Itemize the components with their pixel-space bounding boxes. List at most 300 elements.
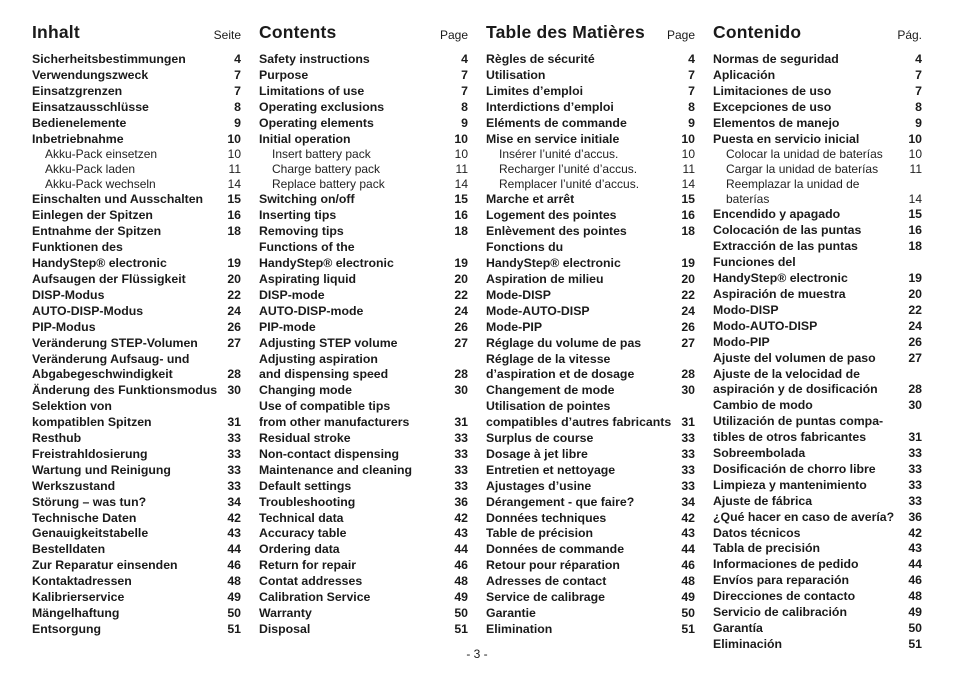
toc-entry-title: Maintenance and cleaning (259, 462, 413, 477)
toc-entry[interactable] (713, 478, 922, 494)
toc-entry[interactable] (713, 573, 922, 589)
toc-entry-page: 28 (908, 382, 922, 397)
toc-entry[interactable] (713, 116, 922, 132)
toc-entry-page: 42 (454, 510, 468, 525)
toc-entry[interactable] (486, 431, 695, 447)
toc-entry[interactable] (32, 431, 241, 447)
toc-subentry[interactable] (486, 162, 695, 177)
toc-subentry[interactable] (259, 147, 468, 162)
toc-entry[interactable] (259, 84, 468, 100)
toc-entry-title: Technische Daten (32, 510, 137, 525)
toc-entry-page: 33 (681, 446, 695, 461)
toc-entry-page: 19 (908, 271, 922, 286)
toc-entry-page: 7 (234, 83, 241, 98)
toc-entry[interactable] (713, 494, 922, 510)
toc-entry-title: Ajuste de la velocidad de aspiración y de dosificación (713, 366, 878, 397)
toc-entry-page: 24 (908, 318, 922, 333)
toc-entry-title: Entretien et nettoyage (486, 462, 616, 477)
toc-entry-title: Inserting tips (259, 208, 337, 223)
toc-entry-page: 7 (688, 67, 695, 82)
toc-entry-title: Table de précision (486, 526, 594, 541)
toc-entry-title: Selektion von kompatiblen Spitzen (32, 399, 152, 430)
toc-entry-page: 33 (454, 462, 468, 477)
page-column-label: Seite (213, 28, 241, 42)
toc-entry-title: Sobreembolada (713, 446, 806, 461)
toc-entry[interactable] (259, 116, 468, 132)
toc-entry[interactable] (32, 383, 241, 399)
toc-entry-page: 46 (908, 573, 922, 588)
toc-entry-page: 11 (228, 162, 241, 177)
toc-entry-page: 8 (915, 99, 922, 114)
toc-entry-title: Werkszustand (32, 478, 116, 493)
toc-entry[interactable] (713, 351, 922, 367)
page-column-label: Page (666, 28, 695, 42)
toc-entry-title: Encendido y apagado (713, 207, 841, 222)
toc-entry-page: 49 (681, 590, 695, 605)
toc-entry-page: 26 (227, 319, 241, 334)
toc-entry[interactable] (486, 272, 695, 288)
toc-entry-page: 8 (234, 99, 241, 114)
toc-subentry[interactable] (32, 177, 241, 192)
toc-entry-title: PIP-Modus (32, 319, 96, 334)
toc-subentry[interactable] (32, 147, 241, 162)
toc-entry-page: 43 (681, 526, 695, 541)
toc-subentry[interactable] (259, 177, 468, 192)
toc-entry[interactable] (32, 132, 241, 148)
toc-entry-title: Accuracy table (259, 526, 347, 541)
toc-entry[interactable] (32, 622, 241, 638)
toc-entry[interactable] (713, 223, 922, 239)
toc-subentry[interactable] (713, 177, 922, 207)
toc-entry[interactable] (259, 240, 468, 272)
toc-entry[interactable] (486, 463, 695, 479)
toc-entry[interactable] (259, 511, 468, 527)
column-header (713, 22, 922, 52)
toc-entry-page: 28 (454, 367, 468, 382)
toc-entry[interactable] (259, 542, 468, 558)
toc-entry-page: 22 (908, 302, 922, 317)
toc-subentry[interactable] (713, 162, 922, 177)
toc-entry-title: Ajustages d’usine (486, 478, 592, 493)
toc-entry-title: Eliminación (713, 636, 783, 651)
toc-entry-page: 33 (681, 462, 695, 477)
toc-entry-page: 8 (688, 99, 695, 114)
toc-entry[interactable] (713, 239, 922, 255)
toc-entry-title: Retour pour réparation (486, 558, 620, 573)
toc-entry-title: Enlèvement des pointes (486, 224, 627, 239)
toc-entry-title: Replace battery pack (272, 177, 385, 192)
toc-entry-page: 44 (908, 557, 922, 572)
column-header (486, 22, 695, 52)
toc-entry[interactable] (259, 208, 468, 224)
toc-entry[interactable] (713, 84, 922, 100)
toc-entry[interactable] (486, 224, 695, 240)
toc-entry-page: 15 (227, 192, 241, 207)
toc-entry[interactable] (259, 431, 468, 447)
toc-entry[interactable] (32, 336, 241, 352)
toc-entry-page: 10 (681, 147, 695, 162)
toc-entry-title: Einsatzgrenzen (32, 83, 123, 98)
toc-entry-title: Adjusting STEP volume (259, 335, 398, 350)
toc-entry-title: Akku-Pack wechseln (45, 177, 156, 192)
toc-entry[interactable] (259, 304, 468, 320)
toc-entry-title: Cargar la unidad de baterías (726, 162, 879, 177)
toc-entry[interactable] (259, 463, 468, 479)
toc-entry[interactable] (32, 526, 241, 542)
toc-entry-page: 4 (915, 52, 922, 66)
column-title: Contenido (713, 22, 802, 42)
toc-entry-title: Extracción de las puntas (713, 239, 858, 254)
toc-entry-title: Bestelldaten (32, 542, 106, 557)
toc-entry-title: Marche et arrêt (486, 192, 575, 207)
toc-entry-page: 43 (454, 526, 468, 541)
toc-entry-page: 4 (461, 52, 468, 66)
toc-entry-title: Garantía (713, 621, 763, 635)
toc-entry[interactable] (486, 288, 695, 304)
toc-entry-page: 31 (454, 415, 468, 430)
toc-entry-title: Technical data (259, 510, 344, 525)
toc-entry-title: Limitations of use (259, 83, 365, 98)
toc-entry-page: 33 (681, 478, 695, 493)
toc-entry[interactable] (713, 605, 922, 621)
toc-entry-title: Fonctions du HandyStep® electronic (486, 240, 621, 271)
toc-entry[interactable] (32, 208, 241, 224)
toc-entry[interactable] (259, 52, 468, 68)
toc-entry[interactable] (486, 52, 695, 68)
toc-entry[interactable] (713, 367, 922, 399)
toc-entry-page: 33 (908, 477, 922, 492)
toc-entry-page: 20 (681, 271, 695, 286)
toc-entry-page: 11 (455, 162, 468, 177)
toc-entry-page: 26 (908, 334, 922, 349)
toc-entry[interactable] (32, 272, 241, 288)
toc-entry[interactable] (486, 116, 695, 132)
toc-entry-page: 49 (454, 590, 468, 605)
toc-entry[interactable] (259, 336, 468, 352)
toc-entry[interactable] (486, 622, 695, 638)
toc-entry[interactable] (32, 240, 241, 272)
toc-entry[interactable] (259, 383, 468, 399)
toc-entry-title: DISP-Modus (32, 287, 105, 302)
toc-entry[interactable] (259, 495, 468, 511)
toc-entry[interactable] (32, 320, 241, 336)
toc-entry[interactable] (32, 304, 241, 320)
toc-entry[interactable] (486, 336, 695, 352)
toc-entry-page: 48 (908, 589, 922, 604)
toc-entry[interactable] (259, 399, 468, 431)
toc-entry-title: Use of compatible tips from other manufacturers (259, 399, 410, 430)
toc-entry[interactable] (259, 288, 468, 304)
toc-entry[interactable] (713, 526, 922, 542)
toc-entry-page: 22 (454, 287, 468, 302)
toc-entry-page: 33 (227, 462, 241, 477)
toc-entry[interactable] (32, 479, 241, 495)
toc-entry-page: 27 (908, 350, 922, 365)
page-number: - 3 - (466, 647, 488, 661)
toc-entry[interactable] (713, 541, 922, 557)
toc-entry-page: 48 (681, 574, 695, 589)
toc-column-spanish (713, 22, 922, 653)
toc-entry-page: 7 (234, 67, 241, 82)
toc-entry[interactable] (32, 116, 241, 132)
toc-entry-page: 14 (227, 177, 241, 192)
toc-entry-title: Einschalten und Ausschalten (32, 192, 204, 207)
toc-entry[interactable] (486, 192, 695, 208)
toc-entry-title: Règles de sécurité (486, 52, 595, 66)
toc-entry-title: Einlegen der Spitzen (32, 208, 153, 223)
toc-entry-page: 48 (454, 574, 468, 589)
toc-entry-title: Colocar la unidad de baterías (726, 147, 883, 162)
toc-subentry[interactable] (486, 147, 695, 162)
toc-entry-title: Elementos de manejo (713, 115, 840, 130)
toc-entry-page: 46 (454, 558, 468, 573)
toc-entry-title: Akku-Pack einsetzen (45, 147, 158, 162)
toc-entry-page: 14 (454, 177, 468, 192)
toc-entry-title: Remplacer l’unité d’accus. (499, 177, 640, 192)
toc-entry-title: Reemplazar la unidad de baterías (726, 177, 860, 207)
toc-entry-page: 28 (227, 367, 241, 382)
toc-entry-page: 51 (681, 621, 695, 636)
toc-entry[interactable] (259, 320, 468, 336)
toc-entry[interactable] (486, 447, 695, 463)
toc-entry-page: 18 (681, 224, 695, 239)
toc-entry-page: 7 (688, 83, 695, 98)
toc-entry-title: Operating elements (259, 115, 374, 130)
toc-entry-page: 31 (227, 415, 241, 430)
toc-entry[interactable] (32, 590, 241, 606)
toc-entry-title: PIP-mode (259, 319, 316, 334)
toc-entry-title: Kontaktadressen (32, 574, 132, 589)
toc-entry[interactable] (486, 132, 695, 148)
toc-entry-title: Mängelhaftung (32, 606, 120, 620)
toc-entry-page: 50 (908, 621, 922, 635)
toc-entry[interactable] (486, 590, 695, 606)
toc-entry-title: Recharger l’unité d’accus. (499, 162, 638, 177)
toc-entry[interactable] (32, 463, 241, 479)
toc-entry[interactable] (713, 335, 922, 351)
toc-entry[interactable] (713, 621, 922, 637)
toc-entry[interactable] (713, 255, 922, 287)
toc-entry[interactable] (713, 319, 922, 335)
toc-entry[interactable] (486, 542, 695, 558)
toc-entry[interactable] (259, 558, 468, 574)
toc-entry-title: Dérangement - que faire? (486, 494, 635, 509)
toc-entry[interactable] (32, 574, 241, 590)
toc-entry[interactable] (713, 132, 922, 148)
toc-entry-title: Changing mode (259, 383, 352, 398)
toc-entry-page: 10 (681, 131, 695, 146)
toc-entry-title: Interdictions d’emploi (486, 99, 614, 114)
toc-entry[interactable] (486, 304, 695, 320)
toc-entry-title: Données techniques (486, 510, 607, 525)
toc-entry[interactable] (713, 100, 922, 116)
toc-entry-page: 50 (681, 606, 695, 620)
toc-entry[interactable] (32, 84, 241, 100)
column-title: Inhalt (32, 22, 80, 42)
toc-entry-page: 8 (461, 99, 468, 114)
toc-entry-page: 27 (454, 335, 468, 350)
toc-entry-title: Mode-PIP (486, 319, 543, 334)
toc-entry[interactable] (32, 399, 241, 431)
toc-entry-title: Adjusting aspiration and dispensing speed (259, 351, 389, 382)
toc-entry-page: 18 (908, 239, 922, 254)
toc-entry-page: 9 (461, 115, 468, 130)
toc-entry[interactable] (713, 462, 922, 478)
toc-entry[interactable] (32, 192, 241, 208)
toc-entry-title: Entsorgung (32, 621, 101, 636)
toc-entry-title: Mode-DISP (486, 287, 551, 302)
toc-entry-page: 33 (908, 461, 922, 476)
toc-entry-title: Cambio de modo (713, 398, 813, 413)
toc-entry-page: 50 (227, 606, 241, 620)
toc-entry[interactable] (486, 84, 695, 100)
toc-entry[interactable] (486, 240, 695, 272)
toc-entry[interactable] (259, 590, 468, 606)
toc-entry-page: 4 (234, 52, 241, 66)
toc-entry-page: 14 (681, 177, 695, 192)
toc-entry[interactable] (259, 526, 468, 542)
toc-entry[interactable] (259, 192, 468, 208)
toc-entry-page: 33 (227, 431, 241, 446)
toc-subentry[interactable] (713, 147, 922, 162)
toc-entry-title: Tabla de precisión (713, 541, 821, 556)
toc-entry[interactable] (259, 606, 468, 622)
toc-entry-title: Logement des pointes (486, 208, 617, 223)
toc-entry[interactable] (713, 52, 922, 68)
toc-entry[interactable] (259, 574, 468, 590)
toc-entry[interactable] (32, 352, 241, 384)
toc-entry[interactable] (713, 510, 922, 526)
toc-entry[interactable] (32, 52, 241, 68)
toc-entry[interactable] (486, 100, 695, 116)
toc-entry[interactable] (32, 100, 241, 116)
toc-entry-page: 33 (454, 431, 468, 446)
toc-entry[interactable] (486, 399, 695, 431)
toc-entry[interactable] (713, 446, 922, 462)
toc-entry[interactable] (713, 287, 922, 303)
toc-entry-title: AUTO-DISP-Modus (32, 303, 144, 318)
toc-entry[interactable] (486, 320, 695, 336)
toc-entry-page: 19 (681, 256, 695, 271)
toc-entry[interactable] (486, 511, 695, 527)
toc-entry-page: 7 (915, 83, 922, 98)
toc-entry[interactable] (486, 383, 695, 399)
toc-entry-title: Datos técnicos (713, 525, 801, 540)
toc-entry[interactable] (32, 542, 241, 558)
toc-entry-page: 46 (681, 558, 695, 573)
toc-entry[interactable] (713, 414, 922, 446)
toc-entry-page: 10 (908, 131, 922, 146)
toc-subentry[interactable] (259, 162, 468, 177)
toc-entry[interactable] (486, 574, 695, 590)
toc-entry-page: 22 (681, 287, 695, 302)
toc-entry-title: Normas de seguridad (713, 52, 839, 66)
toc-entry-page: 50 (454, 606, 468, 620)
toc-entry-page: 11 (682, 162, 695, 177)
toc-entry[interactable] (486, 479, 695, 495)
toc-entry-title: Wartung und Reinigung (32, 462, 171, 477)
toc-entry[interactable] (259, 479, 468, 495)
toc-entry-page: 20 (454, 271, 468, 286)
toc-entry[interactable] (713, 398, 922, 414)
toc-entry[interactable] (32, 511, 241, 527)
toc-entry[interactable] (486, 208, 695, 224)
toc-entry-page: 33 (454, 478, 468, 493)
toc-entry-title: Elimination (486, 621, 553, 636)
toc-entry-page: 34 (681, 494, 695, 509)
toc-entry-title: Dosage à jet libre (486, 446, 588, 461)
toc-entry-title: Utilisation (486, 67, 546, 82)
toc-entry[interactable] (486, 606, 695, 622)
toc-entry[interactable] (486, 558, 695, 574)
toc-entry-title: Initial operation (259, 131, 351, 146)
toc-entry-title: Purpose (259, 67, 309, 82)
toc-entry-title: Ajuste del volumen de paso (713, 350, 876, 365)
toc-entry[interactable] (259, 100, 468, 116)
toc-subentry[interactable] (486, 177, 695, 192)
toc-entry[interactable] (259, 622, 468, 638)
toc-entry[interactable] (713, 589, 922, 605)
toc-entry[interactable] (259, 352, 468, 384)
toc-entry[interactable] (486, 352, 695, 384)
toc-entry[interactable] (32, 495, 241, 511)
toc-entry[interactable] (259, 224, 468, 240)
toc-entry-title: Limitaciones de uso (713, 83, 832, 98)
toc-entry[interactable] (259, 272, 468, 288)
toc-entry[interactable] (32, 288, 241, 304)
toc-entry-page: 24 (227, 303, 241, 318)
toc-entry[interactable] (32, 68, 241, 84)
toc-entry[interactable] (259, 68, 468, 84)
toc-entry-page: 24 (681, 303, 695, 318)
toc-entry[interactable] (32, 606, 241, 622)
toc-entry-title: Inbetriebnahme (32, 131, 124, 146)
toc-entry-page: 10 (908, 147, 922, 162)
toc-entry[interactable] (32, 224, 241, 240)
toc-entry-title: Utilisation de pointes compatibles d’autres fabricants (486, 399, 672, 430)
toc-entry[interactable] (32, 558, 241, 574)
toc-entry-title: Insérer l’unité d’accus. (499, 147, 619, 162)
toc-entry[interactable] (713, 557, 922, 573)
toc-entry[interactable] (259, 447, 468, 463)
toc-entry-title: Aspiration de milieu (486, 271, 604, 286)
toc-entry-title: Freistrahldosierung (32, 446, 148, 461)
toc-entry-title: Charge battery pack (272, 162, 381, 177)
toc-column-english (259, 22, 468, 638)
toc-entry[interactable] (486, 526, 695, 542)
toc-entry[interactable] (713, 68, 922, 84)
toc-entry[interactable] (713, 303, 922, 319)
toc-entry-page: 19 (454, 256, 468, 271)
toc-entry-page: 44 (227, 542, 241, 557)
toc-entry-page: 49 (908, 605, 922, 620)
toc-entry-title: Utilización de puntas compa- tibles de otros fabricantes (713, 414, 884, 445)
toc-entry-page: 46 (227, 558, 241, 573)
toc-entry[interactable] (486, 495, 695, 511)
toc-entry-title: Zur Reparatur einsenden (32, 558, 178, 573)
toc-entry-page: 26 (454, 319, 468, 334)
toc-entry-page: 36 (454, 494, 468, 509)
toc-entry[interactable] (486, 68, 695, 84)
toc-entry-page: 9 (688, 115, 695, 130)
toc-entry[interactable] (713, 207, 922, 223)
toc-entry[interactable] (32, 447, 241, 463)
toc-entry[interactable] (259, 132, 468, 148)
toc-entry-page: 33 (227, 446, 241, 461)
toc-entry-title: Eléments de commande (486, 115, 627, 130)
toc-entry-title: Genauigkeitstabelle (32, 526, 149, 541)
toc-subentry[interactable] (32, 162, 241, 177)
